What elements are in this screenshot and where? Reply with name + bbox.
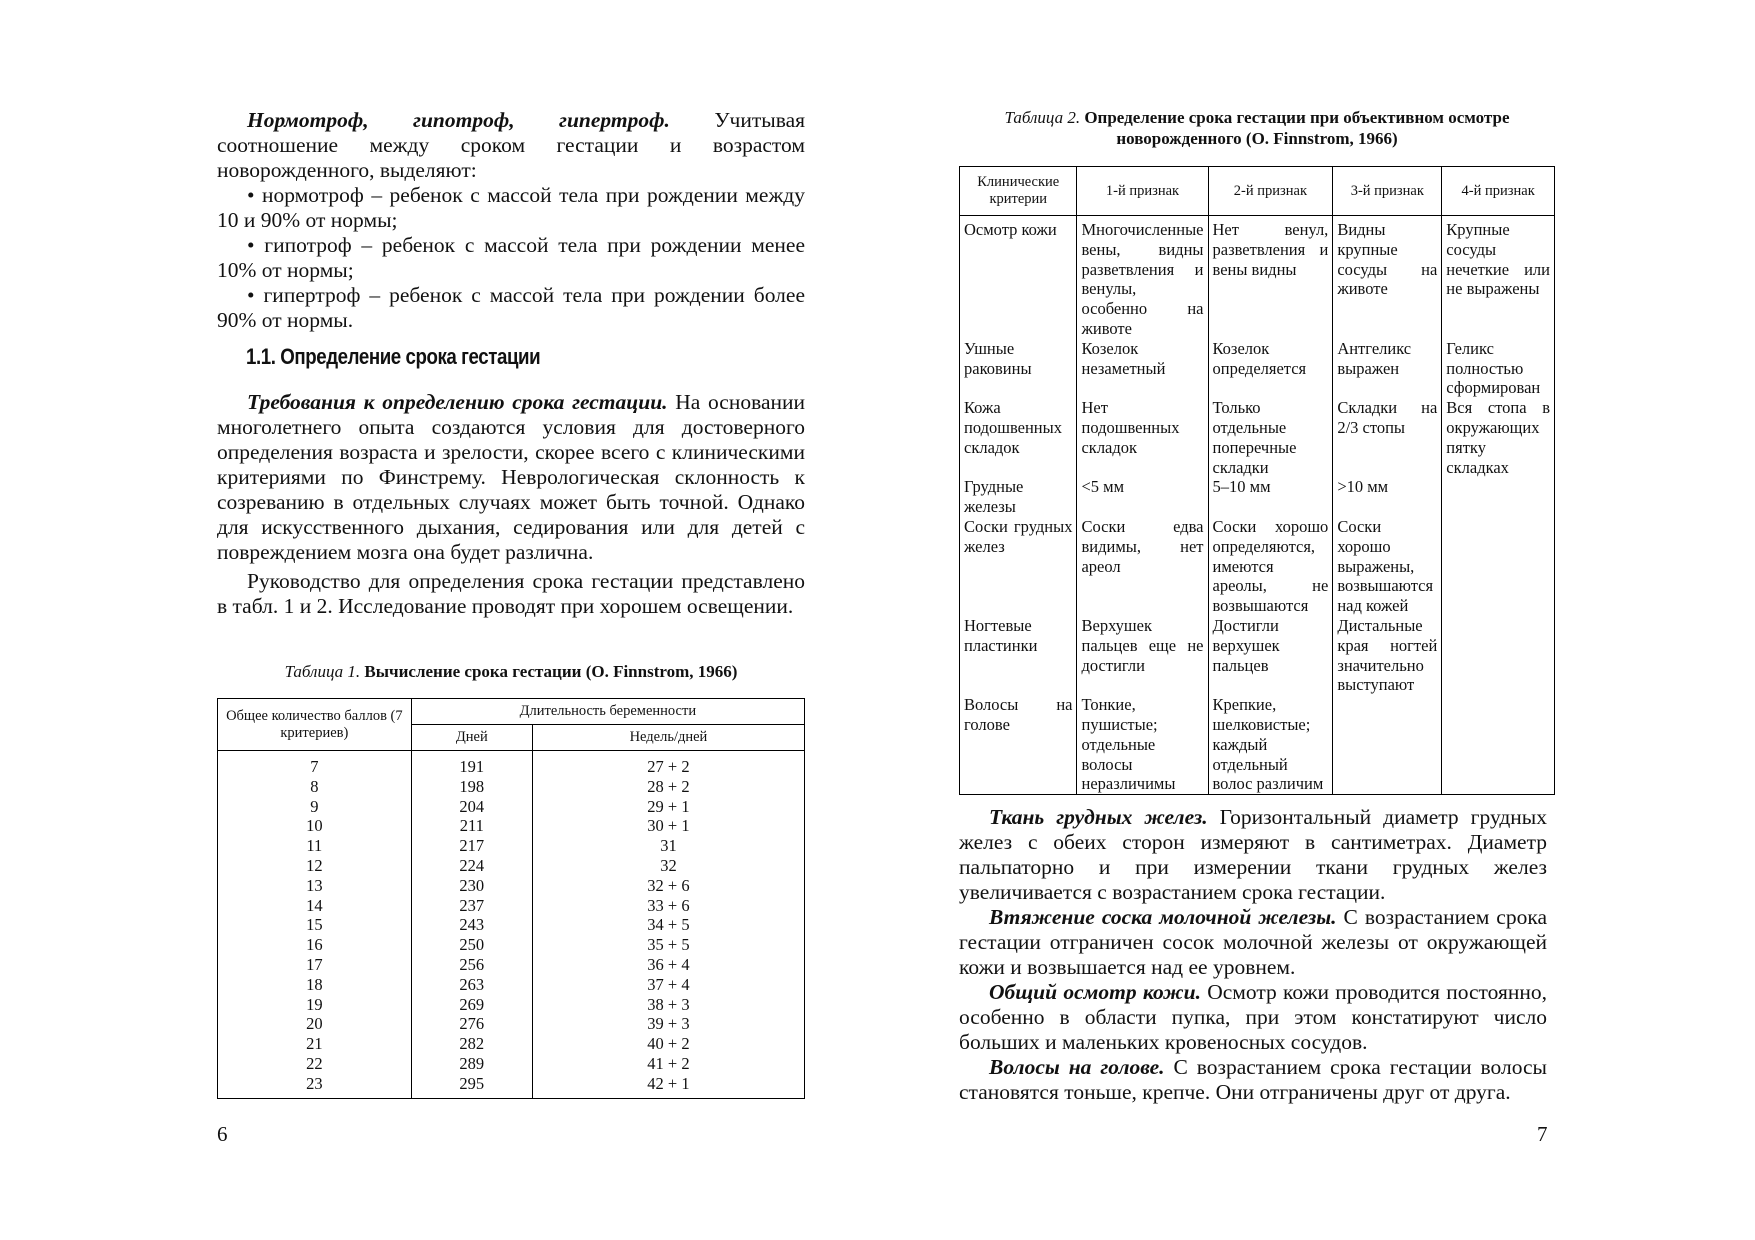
table-cell: 204 [411,797,532,817]
intro-section [217,108,805,333]
table-row [960,339,1555,398]
table-cell: Достигли верхушек пальцев [1208,616,1333,695]
table-cell: Волосы на голове [960,695,1077,794]
table-cell: 276 [411,1014,532,1034]
table-row [218,935,805,955]
table-cell: Козелок определяется [1208,339,1333,398]
table-cell: Соски хорошо выражены, возвышаются над кожей [1333,517,1442,616]
table-cell: 40 + 2 [532,1034,804,1054]
paragraph-text: На основании многолетнего опыта создаются условия для достоверного определения возраста и зрелости, скорее всего с клиническими критериями по Финстрему. Неврологическая склонность к созреванию в отдельных случаях может быть точной. Однако для искусственного дыхания, седирования или для детей с повреждением мозга она будет различна. [217,390,805,564]
paragraph-text: Горизонтальный диаметр грудных желез с обеих сторон измеряют в сантиметрах. Диаметр пальпаторно и при измерении ткани грудных желез увеличивается с возрастанием срока гестации. [959,805,1547,904]
table-cell: 191 [411,751,532,777]
table-cell: 32 [532,856,804,876]
table-cell: 39 + 3 [532,1014,804,1034]
table-cell: Нет венул, разветвления и вены видны [1208,216,1333,339]
col-header-score: Общее количество баллов (7 критериев) [218,699,412,751]
table-cell: Нет подошвенных складок [1077,398,1208,477]
table-cell: 36 + 4 [532,955,804,975]
table-cell: Крупные сосуды нечеткие или не выражены [1442,216,1555,339]
column-header: 2-й признак [1208,167,1333,216]
table-cell: 269 [411,995,532,1015]
table-cell: 14 [218,896,412,916]
table-cell: 20 [218,1014,412,1034]
table-cell: 243 [411,915,532,935]
table-row [218,876,805,896]
table-cell: 23 [218,1074,412,1098]
table-row [218,896,805,916]
table-cell: Грудные железы [960,477,1077,517]
table-cell: Осмотр кожи [960,216,1077,339]
table-cell: Антгеликс выражен [1333,339,1442,398]
body-paragraph [959,980,1547,1055]
table-cell: 21 [218,1034,412,1054]
requirements-section [217,390,805,619]
table-cell: 33 + 6 [532,896,804,916]
table-cell: >10 мм [1333,477,1442,517]
table-cell: 13 [218,876,412,896]
gestation-score-table [217,698,805,1099]
table-cell: Соски хорошо определяются, имеются ареолы, не возвышаются [1208,517,1333,616]
intro-text: Учитывая соотношение между сроком гестации и возрастом новорожденного, выделяют: [217,108,806,182]
column-header: Клинические критерии [960,167,1077,216]
table-cell: 41 + 2 [532,1054,804,1074]
table-cell: Видны крупные сосуды на животе [1333,216,1442,339]
table-cell: 9 [218,797,412,817]
table-cell: 22 [218,1054,412,1074]
table-cell: 5–10 мм [1208,477,1333,517]
table-cell: 295 [411,1074,532,1098]
table-cell: 31 [532,836,804,856]
table-cell: Соски едва видимы, нет ареол [1077,517,1208,616]
table-row [218,1054,805,1074]
intro-paragraph [217,108,805,183]
caption-label: Таблица 1. [284,662,361,681]
table-cell: Геликс полностью сформирован [1442,339,1555,398]
table-cell: 8 [218,777,412,797]
caption-label: Таблица 2. [1004,108,1081,127]
table-row [218,751,805,777]
table-cell: 18 [218,975,412,995]
table-cell: 27 + 2 [532,751,804,777]
right-text-section [959,805,1547,1105]
paragraph-lead: Общий осмотр кожи. [989,980,1201,1004]
paragraph-lead: Волосы на голове. [989,1055,1165,1079]
guide-paragraph: Руководство для определения срока гестации представлено в табл. 1 и 2. Исследование проводят при хорошем освещении. [217,569,805,618]
col-header-weeks: Недель/дней [532,725,804,751]
table-cell: 32 + 6 [532,876,804,896]
table1-caption [217,661,805,682]
table-cell: 230 [411,876,532,896]
paragraph-lead: Втяжение соска молочной железы. [989,905,1337,929]
column-header: 4-й признак [1442,167,1555,216]
table-cell: Только отдельные поперечные складки [1208,398,1333,477]
table-cell: 17 [218,955,412,975]
table-row [218,797,805,817]
table-row [218,975,805,995]
table-row [218,816,805,836]
table-cell: Крепкие, шелковистые; каждый отдельный волос различим [1208,695,1333,794]
table-cell: 30 + 1 [532,816,804,836]
table-cell: Соски грудных желез [960,517,1077,616]
table-row [960,517,1555,616]
table-cell [1442,517,1555,616]
table-cell [1442,695,1555,794]
table-cell: 282 [411,1034,532,1054]
table-cell: Козелок незаметный [1077,339,1208,398]
table-row [218,955,805,975]
table-row [218,1014,805,1034]
paragraph-text: С возрастанием срока гестации отграничен сосок молочной железы от окружающей кожи и возвышается над ее уровнем. [959,905,1547,979]
paragraph-text: Осмотр кожи проводится постоянно, особенно в области пупка, при этом констатируют число больших и маленьких кровеносных сосудов. [959,980,1548,1054]
table-cell: Ушные раковины [960,339,1077,398]
table-cell [1333,695,1442,794]
column-header: 1-й признак [1077,167,1208,216]
body-paragraph [959,1055,1547,1105]
table-cell [1442,616,1555,695]
bullet-item: • гипотроф – ребенок с массой тела при рождении менее 10% от нормы; [217,233,805,282]
table-row [960,477,1555,517]
table-cell: 263 [411,975,532,995]
bullet-item: • нормотроф – ребенок с массой тела при рождении между 10 и 90% от нормы; [217,183,805,232]
table-cell: Многочисленные вены, видны разветвления и венулы, особенно на животе [1077,216,1208,339]
table-cell: 11 [218,836,412,856]
table-cell: 38 + 3 [532,995,804,1015]
table-cell: 15 [218,915,412,935]
table-cell: Тонкие, пушистые; отдельные волосы неразличимы [1077,695,1208,794]
paragraph-lead: Ткань грудных желез. [989,805,1208,829]
paragraph-text: С возрастанием срока гестации волосы становятся тоньше, крепче. Они отграничены друг от друга. [959,1055,1547,1104]
table-cell: Вся стопа в окружающих пятку складках [1442,398,1555,477]
table-cell: 7 [218,751,412,777]
body-paragraph [959,805,1547,905]
table-cell: Ногтевые пластинки [960,616,1077,695]
table-row [218,836,805,856]
bullet-item: • гипертроф – ребенок с массой тела при рождении более 90% от нормы. [217,283,805,332]
finnstrom-criteria-table [959,166,1555,795]
table-cell [1442,477,1555,517]
col-header-days: Дней [411,725,532,751]
column-header: 3-й признак [1333,167,1442,216]
table-cell: 28 + 2 [532,777,804,797]
requirements-paragraph [217,390,805,565]
table-cell: 237 [411,896,532,916]
table-cell: Кожа подошвенных складок [960,398,1077,477]
table-cell: 289 [411,1054,532,1074]
table-cell: 10 [218,816,412,836]
caption-title: Определение срока гестации при объективном осмотре новорожденного (O. Finnstrom, 1966) [1084,108,1510,148]
table-cell: 198 [411,777,532,797]
table-cell: 16 [218,935,412,955]
table-cell: 19 [218,995,412,1015]
paragraph-lead: Требования к определению срока гестации. [247,390,668,414]
table-cell: Верхушек пальцев еще не достигли [1077,616,1208,695]
table-row [960,216,1555,339]
table-row [218,777,805,797]
page-number-left: 6 [217,1122,228,1146]
table2-caption [959,107,1555,149]
table-cell: 12 [218,856,412,876]
caption-title: Вычисление срока гестации (O. Finnstrom, 1966) [364,662,738,681]
table-row [218,995,805,1015]
table-cell: 29 + 1 [532,797,804,817]
table-cell: 217 [411,836,532,856]
table-cell: 35 + 5 [532,935,804,955]
table-cell: 211 [411,816,532,836]
table-cell: 42 + 1 [532,1074,804,1098]
table-cell: Складки на 2/3 стопы [1333,398,1442,477]
table-cell: 250 [411,935,532,955]
table-row [218,915,805,935]
section-heading: 1.1. Определение срока гестации [246,344,541,369]
col-header-duration: Длительность беременности [411,699,804,725]
table-row [960,695,1555,794]
page-number-right: 7 [1537,1122,1548,1146]
table-row [960,398,1555,477]
table-cell: <5 мм [1077,477,1208,517]
table-cell: Дистальные края ногтей значительно выступают [1333,616,1442,695]
table-cell: 256 [411,955,532,975]
table-cell: 37 + 4 [532,975,804,995]
table-row [218,1034,805,1054]
body-paragraph [959,905,1547,980]
table-cell: 224 [411,856,532,876]
table-row [218,1074,805,1098]
table-row [960,616,1555,695]
intro-lead: Нормотроф, гипотроф, гипертроф. [247,108,670,132]
table-row [218,856,805,876]
table-cell: 34 + 5 [532,915,804,935]
